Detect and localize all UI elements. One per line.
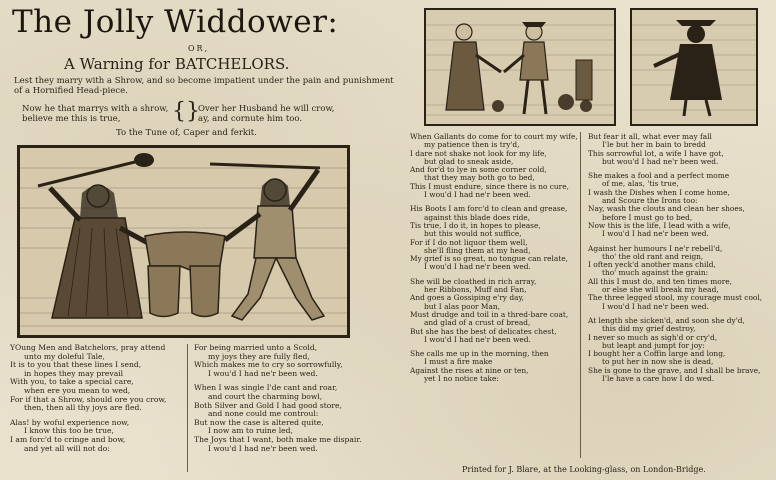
verse-line: She will be cloathed in rich array, <box>410 276 537 286</box>
verse-line: But now the case is altered quite, <box>194 417 324 427</box>
verse-line: but glad to sneak aside, <box>424 156 514 166</box>
verse-line: Now this is the life, I lead with a wife, <box>588 220 731 230</box>
epigraph-left <box>22 104 168 124</box>
stanza <box>410 278 578 344</box>
verse-line: to put her in now she is dead, <box>602 357 714 367</box>
verse-line: She makes a fool and a perfect mome <box>588 171 730 181</box>
epigraph-left-line: Now he that marrys with a shrow, <box>22 104 169 114</box>
stanza <box>588 317 762 383</box>
epigraph-left-line: believe me this is true, <box>22 114 121 124</box>
epigraph-right-line: Over her Husband he will crow, <box>198 104 335 114</box>
verse-line: For if I do not liquor them well, <box>410 237 528 247</box>
verse-line: that they may both go to bed, <box>424 173 535 183</box>
verse-line: I now am to ruine led, <box>208 426 293 436</box>
tune-line: To the Tune of, Caper and ferkit. <box>116 128 257 138</box>
verse-line: Both Silver and Gold I had good store, <box>194 400 342 410</box>
verse-line: I dare not shake not look for my life, <box>410 148 547 158</box>
verse-line: I am forc'd to cringe and bow, <box>10 434 126 444</box>
verse-line: against this blade does ride, <box>424 212 531 222</box>
verse-line: This I must endure, since there is no cure, <box>410 181 569 191</box>
verse-line: tho' the old rant and reign, <box>602 251 704 261</box>
verse-line: His Boots I am forc'd to clean and grease, <box>410 204 568 214</box>
woodcut-man-image <box>630 8 758 126</box>
verse-line: When Gallants do come for to court my wife, <box>410 132 578 141</box>
verse-line: The three legged stool, my courage must cool, <box>588 293 763 303</box>
verse-line: and none could me controul: <box>208 409 319 419</box>
verse-line: I wash the Dishes when I come home, <box>588 187 730 197</box>
verse-line: in hopes they may prevail <box>24 368 124 378</box>
column-divider <box>187 344 188 472</box>
verse-column-1 <box>10 344 166 459</box>
verse-line: and yet all will not do: <box>24 443 110 453</box>
epigraph-right <box>198 104 334 124</box>
intro-text: Lest they marry with a Shrow, and so become impatient under the pain and punishment of a Hornified Head-piece. <box>14 76 394 96</box>
verse-line: At length she sicken'd, and soon she dy'd, <box>588 315 745 325</box>
verse-line: I'le have a care how I do wed. <box>602 374 715 384</box>
verse-line: But fear it all, what ever may fall <box>588 132 712 141</box>
verse-line: tho' much against the grain: <box>602 268 709 278</box>
verse-line: With you, to take a special care, <box>10 377 134 387</box>
stanza <box>410 133 578 199</box>
verse-line: I must a fire make <box>424 357 493 367</box>
epigraph-right-line: ay, and cornute him too. <box>198 114 303 124</box>
verse-line: Against her humours I ne'r rebell'd, <box>588 243 723 253</box>
verse-line: But she has the best of delicates chest, <box>410 326 557 336</box>
verse-line: Tis true, I do it, in hopes to please, <box>410 220 541 230</box>
verse-line: but leapt and jumpt for joy: <box>602 340 705 350</box>
verse-line: but wou'd I had ne'r been wed. <box>602 156 719 166</box>
verse-line: my patience then is try'd, <box>424 140 520 150</box>
verse-line: but this would not suffice, <box>424 229 522 239</box>
verse-line: then, then all thy joys are fled. <box>24 403 142 413</box>
stanza <box>410 205 578 271</box>
verse-line: All this I must do, and ten times more, <box>588 276 732 286</box>
verse-line: unto my doleful Tale, <box>24 351 105 361</box>
verse-line: It is to you that these lines I send, <box>10 360 142 370</box>
verse-line: I wou'd I had ne'r been wed. <box>208 368 318 378</box>
verse-column-3 <box>410 133 578 389</box>
verse-line: Against the rises at nine or ten, <box>410 365 529 375</box>
verse-line: And goes a Gossiping e'ry day, <box>410 293 525 303</box>
verse-line: yet I no notice take: <box>424 374 499 384</box>
verse-line: This sorrowful lot, a wife I have got, <box>588 148 724 158</box>
verse-line: I wou'd I had ne'r been wed. <box>602 301 709 311</box>
verse-line: YOung Men and Batchelors, pray attend <box>10 343 166 352</box>
verse-line: I often yeck'd another mans child, <box>588 260 716 270</box>
verse-line: I wou'd I had ne'r been wed. <box>602 229 709 239</box>
verse-line: For if that a Shrow, should ore you crow, <box>10 394 167 404</box>
verse-line: I wou'd I had ne'r been wed. <box>208 443 318 453</box>
verse-line: My grief is so great, no tongue can relate, <box>410 254 568 264</box>
stanza <box>194 344 362 378</box>
verse-line: Must drudge and toil in a thred-bare coat, <box>410 309 569 319</box>
ballad-subtitle: A Warning for BATCHELORS. <box>64 55 290 73</box>
brace-ornament: {} <box>172 99 200 124</box>
verse-line: my joys they are fully fled, <box>208 351 310 361</box>
verse-line: I never so much as sigh'd or cry'd, <box>588 332 718 342</box>
verse-line: of me, alas, 'tis true, <box>602 179 679 189</box>
verse-line: and court the charming bowl, <box>208 391 323 401</box>
verse-line: When I was single I'de cant and roar, <box>194 383 338 393</box>
column-divider <box>580 132 581 458</box>
verse-line: her Ribbons, Muff and Fan, <box>424 285 527 295</box>
verse-line: I wou'd I had ne'r been wed. <box>424 262 531 272</box>
verse-line: She is gone to the grave, and I shall be brave, <box>588 365 761 375</box>
woodcut-couple-image <box>424 8 616 126</box>
title-or: OR, <box>188 44 210 53</box>
woodcut-quarrel-image <box>17 145 350 338</box>
verse-line: I'le but her in bain to bredd <box>602 140 706 150</box>
stanza <box>194 384 362 453</box>
verse-line: when ere you mean to wed, <box>24 385 131 395</box>
verse-line: Alas! by woful experience now, <box>10 417 130 427</box>
verse-line: She calls me up in the morning, then <box>410 349 549 359</box>
stanza <box>588 172 762 238</box>
verse-line: I wou'd I had ne'r been wed. <box>424 334 531 344</box>
verse-line: For being married unto a Scold, <box>194 343 318 352</box>
verse-line: and Scoure the Irons too: <box>602 196 698 206</box>
verse-line: this did my grief destroy, <box>602 324 696 334</box>
verse-line: Which makes me to cry so sorrowfully, <box>194 360 343 370</box>
stanza <box>588 133 762 166</box>
printer-imprint: Printed for J. Blare, at the Looking-glass, on London-Bridge. <box>462 465 706 474</box>
stanza <box>10 344 166 413</box>
ballad-title: The Jolly Widdower: <box>12 4 339 40</box>
verse-line: And for'd to lye in some corner cold, <box>410 165 547 175</box>
verse-line: I wou'd I had ne'r been wed. <box>424 190 531 200</box>
verse-line: she'll fling them at my head, <box>424 245 531 255</box>
stanza <box>410 350 578 383</box>
verse-line: I bought her a Coffin large and long, <box>588 349 726 359</box>
verse-line: The Joys that I want, both make me dispair. <box>194 434 362 444</box>
verse-line: or else she will break my head, <box>602 285 719 295</box>
verse-line: I know this too be true, <box>24 426 114 436</box>
verse-column-2 <box>194 344 362 459</box>
stanza <box>10 419 166 453</box>
verse-line: before I must go to bed, <box>602 212 693 222</box>
verse-column-4 <box>588 133 762 389</box>
verse-line: Nay, wash the clouts and clean her shoes, <box>588 204 745 214</box>
verse-line: and glad of a crust of bread, <box>424 318 531 328</box>
stanza <box>588 245 762 311</box>
verse-line: but I alas poor Man, <box>424 301 500 311</box>
